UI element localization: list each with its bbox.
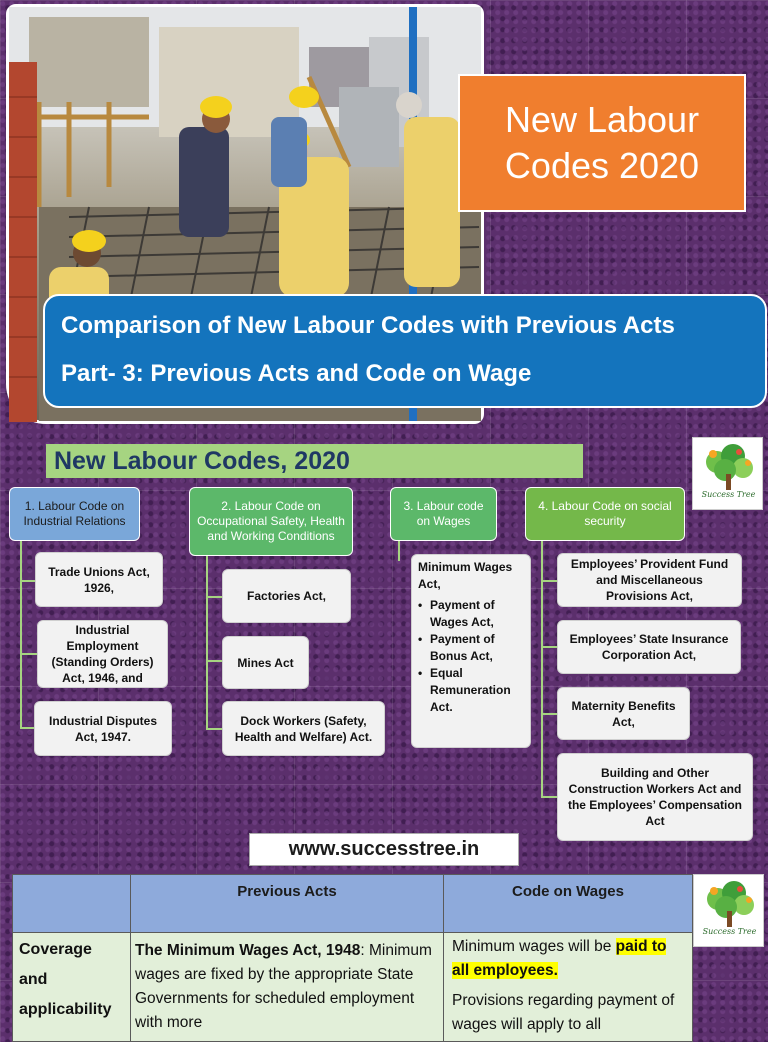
act-maternity-benefits: Maternity Benefits Act,: [557, 687, 690, 740]
previous-act-body: Minimum wages are fixed by the appropriate State Governments for scheduled employment with more: [135, 942, 432, 1031]
title-line-1: New Labour: [504, 99, 700, 140]
success-tree-logo: [692, 437, 763, 510]
tree-icon: [693, 438, 764, 511]
banner-heading: Comparison of New Labour Codes with Previous Acts: [61, 312, 675, 339]
header-previous-acts: Previous Acts: [131, 875, 444, 933]
connector-2c: [206, 728, 222, 730]
act-state-insurance: Employees’ State Insurance Corporation Act,: [557, 620, 741, 674]
connector-1c: [20, 727, 34, 729]
act-provident-fund: Employees’ Provident Fund and Miscellaneous Provisions Act,: [557, 553, 742, 607]
website-link[interactable]: www.successtree.in: [249, 833, 519, 866]
code-highlight: paid to all employees.: [452, 938, 667, 979]
act-factories: Factories Act,: [222, 569, 351, 623]
comparison-table: [12, 874, 693, 1042]
code-on-wages-cell: [444, 933, 693, 1042]
codes-heading: New Labour Codes, 2020: [46, 444, 583, 478]
connector-2: [206, 556, 208, 730]
act-industrial-employment: Industrial Employment (Standing Orders) Act, 1946, and: [37, 620, 168, 688]
row-heading-line-1: Coverage: [19, 941, 92, 958]
previous-act-colon: :: [360, 942, 365, 959]
act-industrial-disputes: Industrial Disputes Act, 1947.: [34, 701, 172, 756]
connector-2b: [206, 660, 222, 662]
act-trade-unions: Trade Unions Act, 1926,: [35, 552, 163, 607]
row-heading-line-3: applicability: [19, 1001, 112, 1018]
connector-2a: [206, 596, 222, 598]
connector-1b: [20, 653, 38, 655]
act-payment-of-bonus: • Payment of Bonus Act,: [418, 631, 524, 665]
tree-icon-2: [694, 875, 765, 948]
previous-acts-cell: [131, 933, 444, 1042]
banner-subheading: Part- 3: Previous Acts and Code on Wage: [61, 360, 532, 387]
act-building-construction: Building and Other Construction Workers Act and the Employees’ Compensation Act: [557, 753, 753, 841]
connector-3: [398, 541, 400, 561]
table-header-row: [13, 875, 693, 933]
connector-4d: [541, 796, 557, 798]
category-wages: 3. Labour code on Wages: [390, 487, 497, 541]
title-line-2: Codes 2020: [504, 145, 700, 186]
connector-1a: [20, 580, 36, 582]
category-occupational-safety: 2. Labour Code on Occupational Safety, Health and Working Conditions: [189, 487, 353, 556]
subtitle-banner: [43, 294, 767, 408]
previous-act-title: The Minimum Wages Act, 1948: [135, 942, 361, 959]
act-equal-remuneration: • Equal Remuneration Act.: [418, 665, 524, 716]
connector-4b: [541, 646, 557, 648]
connector-4c: [541, 713, 557, 715]
category-industrial-relations: 1. Labour Code on Industrial Relations: [9, 487, 140, 541]
category-social-security: 4. Labour Code on social security: [525, 487, 685, 541]
table-row: [13, 933, 693, 1042]
code-text-2: Provisions regarding payment of wages will apply to all: [452, 992, 675, 1033]
connector-1: [20, 541, 22, 729]
act-minimum-wages: Minimum Wages Act,: [418, 560, 513, 591]
act-payment-of-wages: • Payment of Wages Act,: [418, 597, 524, 631]
act-mines: Mines Act: [222, 636, 309, 689]
row-heading-coverage: [13, 933, 131, 1042]
wages-acts-list: [411, 554, 531, 748]
act-dock-workers: Dock Workers (Safety, Health and Welfare) Act.: [222, 701, 385, 756]
connector-4a: [541, 580, 557, 582]
header-code-on-wages: Code on Wages: [444, 875, 693, 933]
logo-text: Success Tree: [701, 490, 756, 499]
row-heading-line-2: and: [19, 971, 48, 988]
code-text: Minimum wages will be: [452, 938, 616, 955]
header-blank: [13, 875, 131, 933]
logo-text-2: Success Tree: [702, 927, 757, 936]
success-tree-logo-2: [693, 874, 764, 947]
title-card: [458, 74, 746, 212]
